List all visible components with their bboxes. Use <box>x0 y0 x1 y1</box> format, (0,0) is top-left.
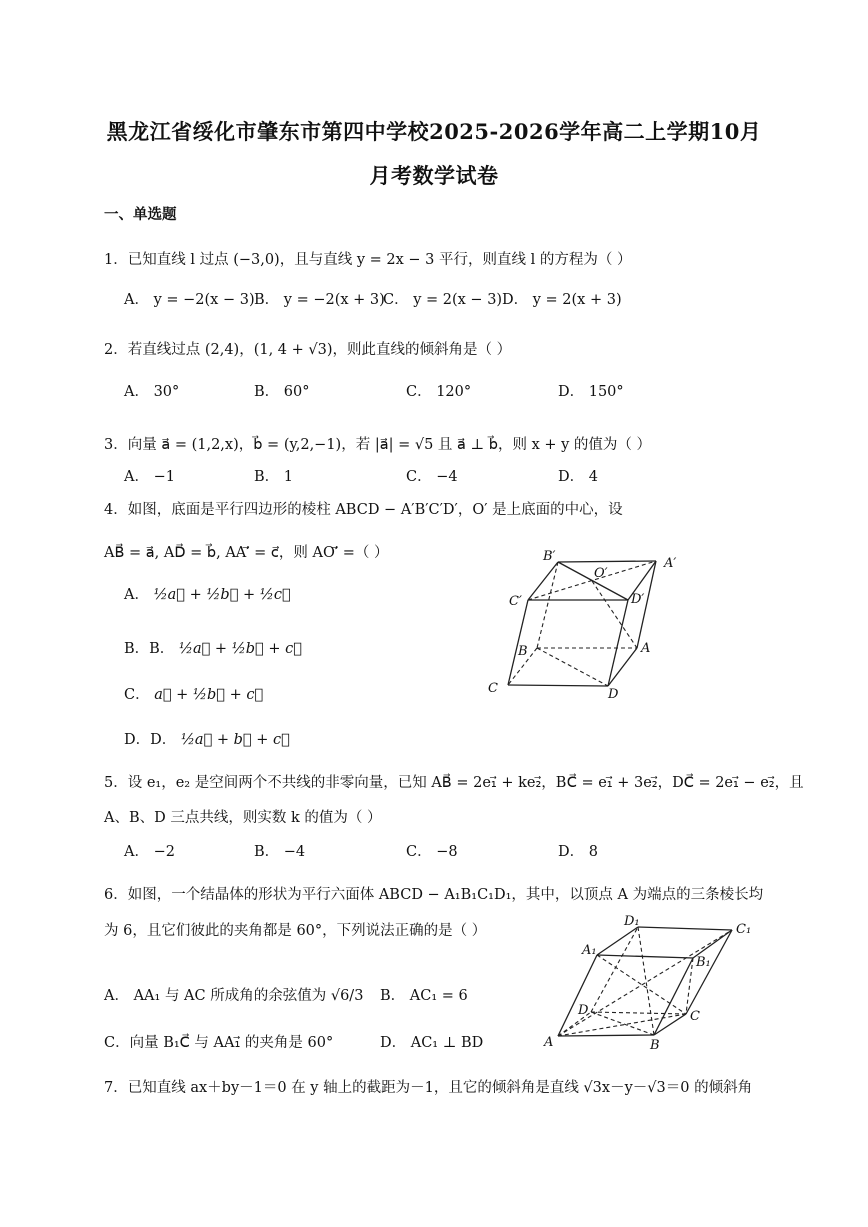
line-b1-c <box>686 958 693 1014</box>
edge-d1-c1 <box>638 927 732 930</box>
label-A: A <box>544 1035 554 1050</box>
q6-option-b: B． AC₁ = 6 <box>380 988 468 1004</box>
label-D: D <box>578 1003 589 1018</box>
q7-stem: 7．已知直线 ax＋by－1＝0 在 y 轴上的截距为－1，且它的倾斜角是直线 √3x－y－√3＝0 的倾斜角 <box>104 1080 753 1096</box>
label-Bp: B′ <box>543 549 556 564</box>
label-A: A <box>641 641 651 656</box>
q6-stem-2: 为 6，且它们彼此的夹角都是 60°，下列说法正确的是（ ） <box>104 923 487 939</box>
label-D1: D₁ <box>624 914 640 929</box>
q3-option-b: B． 1 <box>254 469 293 485</box>
edge-d-d1 <box>591 927 638 1012</box>
q4-stem: 4．如图，底面是平行四边形的棱柱 ABCD − A′B′C′D′，O′ 是上底面的中心，设 <box>104 502 623 518</box>
line-d1-b <box>638 927 654 1035</box>
label-Op: O′ <box>594 566 608 581</box>
label-B: B <box>518 644 528 659</box>
q4-option-c-expr: a⃗ + ½b⃗ + c⃗ <box>154 687 264 703</box>
q4-option-d <box>124 728 290 749</box>
q2-option-c: C． 120° <box>406 384 472 400</box>
q4-prism-figure <box>480 545 690 705</box>
q2-option-d: D． 150° <box>558 384 624 400</box>
q4-option-a <box>124 583 291 604</box>
q3-stem: 3．向量 a⃗ = (1,2,x)，b⃗ = (y,2,−1)，若 |a⃗| = √5 且 a⃗ ⊥ b⃗，则 x + y 的值为（ ） <box>104 437 652 453</box>
label-B: B <box>650 1038 660 1053</box>
label-C1: C₁ <box>736 922 752 937</box>
q6-option-d: D． AC₁ ⊥ BD <box>380 1035 484 1051</box>
edge-cp-bp <box>528 562 558 600</box>
q4-stem-2: AB⃗ = a⃗, AD⃗ = b⃗, AA′⃗ = c⃗，则 AO′⃗ =（ ） <box>104 545 389 561</box>
edge-bp-ap <box>558 561 656 562</box>
exam-title-line2: 月考数学试卷 <box>369 163 499 188</box>
edge-b-b1 <box>654 958 693 1035</box>
q4-option-c-label: C． <box>124 687 150 703</box>
q2-option-a: A． 30° <box>124 384 180 400</box>
q5-option-b: B． −4 <box>254 844 306 860</box>
q6-stem: 6．如图，一个结晶体的形状为平行六面体 ABCD − A₁B₁C₁D₁，其中，以顶点 A 为端点的三条棱长均 <box>104 887 764 903</box>
q4-option-a-expr: ½a⃗ + ½b⃗ + ½c⃗ <box>153 587 291 603</box>
q4-option-b-expr: ½a⃗ + ½b⃗ + c⃗ <box>178 641 302 657</box>
q5-option-c: C． −8 <box>406 844 458 860</box>
q4-option-b-label: B．B． <box>124 641 175 657</box>
q4-option-a-label: A． <box>124 587 149 603</box>
q1-option-c: C． y = 2(x − 3) <box>383 292 503 308</box>
q4-option-b <box>124 637 302 658</box>
q3-option-a: A． −1 <box>124 469 175 485</box>
q3-option-d: D． 4 <box>558 469 598 485</box>
q2-stem: 2．若直线过点 (2,4)，(1, 4 + √3)，则此直线的倾斜角是（ ） <box>104 342 512 358</box>
q6-option-a: A． AA₁ 与 AC 所成角的余弦值为 √6/3 <box>104 988 364 1004</box>
q1-stem: 1．已知直线 l 过点 (−3,0)，且与直线 y = 2x − 3 平行，则直线 l 的方程为（ ） <box>104 252 632 268</box>
q5-option-a: A． −2 <box>124 844 175 860</box>
q5-stem: 5．设 e₁，e₂ 是空间两个不共线的非零向量，已知 AB⃗ = 2e₁⃗ + ke₂⃗，BC⃗ = e₁⃗ + 3e₂⃗，DC⃗ = 2e₁⃗ − e₂⃗，且 <box>104 775 804 791</box>
q4-option-c <box>124 683 263 704</box>
exam-title-line1: 黑龙江省绥化市肇东市第四中学校2025-2026学年高二上学期10月 <box>106 119 762 144</box>
label-C: C <box>488 681 498 696</box>
line-b-d <box>537 648 608 686</box>
label-A1: A₁ <box>582 943 597 958</box>
q3-option-c: C． −4 <box>406 469 458 485</box>
edge-c-d <box>508 685 608 686</box>
q2-option-b: B． 60° <box>254 384 310 400</box>
q6-parallelepiped-figure <box>538 910 768 1055</box>
q6-option-c: C．向量 B₁C⃗ 与 AA₁⃗ 的夹角是 60° <box>104 1035 334 1051</box>
q4-option-d-label: D．D． <box>124 732 177 748</box>
q1-option-d: D． y = 2(x + 3) <box>502 292 622 308</box>
q4-option-d-expr: ½a⃗ + b⃗ + c⃗ <box>180 732 290 748</box>
label-D: D <box>608 687 619 702</box>
edge-b1-a1 <box>597 955 693 958</box>
section-heading: 一、单选题 <box>104 206 177 223</box>
q5-stem-2: A、B、D 三点共线，则实数 k 的值为（ ） <box>104 810 382 826</box>
label-Cp: C′ <box>509 594 522 609</box>
edge-d-c <box>591 1012 686 1014</box>
edge-c-c1 <box>686 930 732 1014</box>
edge-a-b <box>558 1035 654 1036</box>
q5-option-d: D． 8 <box>558 844 598 860</box>
q1-option-a: A． y = −2(x − 3) <box>124 292 255 308</box>
q1-option-b: B． y = −2(x + 3) <box>254 292 385 308</box>
diag-b-d <box>591 1012 654 1035</box>
edge-a1-d1 <box>597 927 638 955</box>
label-C: C <box>690 1009 700 1024</box>
label-B1: B₁ <box>696 955 711 970</box>
label-Ap: A′ <box>664 556 677 571</box>
label-Dp: D′ <box>631 592 645 607</box>
diag-bp-dp <box>558 562 628 600</box>
